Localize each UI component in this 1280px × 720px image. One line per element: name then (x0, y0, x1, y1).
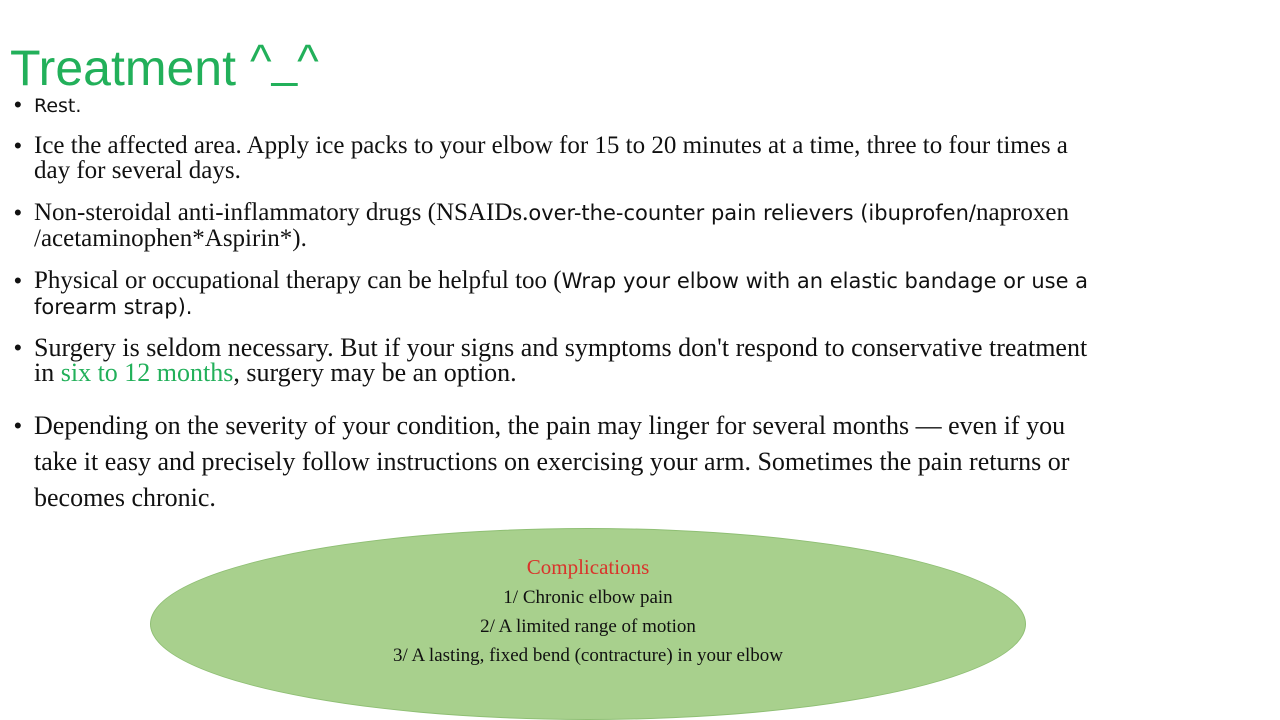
bullet-therapy-part2: Wrap your elbow with an elastic bandage or use a forearm strap). (34, 269, 1089, 319)
complications-title: Complications (526, 555, 650, 579)
title-emote: ^_^ (250, 35, 319, 87)
bullet-prognosis (14, 408, 1104, 516)
complication-item: 1/ Chronic elbow pain (503, 587, 673, 608)
bullet-nsaids-part2: over-the-counter pain relievers (ibuprofen/ (528, 201, 976, 225)
complication-item: 3/ A lasting, fixed bend (contracture) in your elbow (393, 645, 783, 666)
bullet-surgery-part1: Surgery is seldom necessary. But if your signs and symptoms don't respond to conservative treatment in (34, 333, 1088, 387)
bullet-therapy (14, 268, 1104, 320)
bullet-rest-text: Rest. (34, 95, 82, 117)
bullet-prognosis-text: Depending on the severity of your condition, the pain may linger for several months — even if you take it easy and precisely follow instructions on exercising your arm. Sometimes the pain returns or becomes chronic. (34, 411, 1070, 512)
complication-item: 2/ A limited range of motion (480, 616, 696, 637)
slide-title (10, 35, 319, 99)
complications-oval (150, 528, 1026, 720)
title-text: Treatment (10, 40, 237, 96)
bullet-ice-text: Ice the affected area. Apply ice packs to your elbow for 15 to 20 minutes at a time, three to four times a day for several days. (34, 132, 1068, 184)
bullet-ice (14, 133, 1104, 183)
bullet-nsaids (14, 200, 1104, 251)
bullet-rest (14, 92, 1104, 119)
bullet-surgery-part2: , surgery may be an option. (233, 358, 517, 387)
bullet-therapy-part1: Physical or occupational therapy can be helpful too ( (34, 267, 562, 294)
bullet-nsaids-part1: Non-steroidal anti-inflammatory drugs (NSAIDs. (34, 199, 529, 226)
bullet-nsaids-part3: naproxen /acetaminophen*Aspirin*). (34, 199, 1069, 252)
bullet-surgery-highlight: six to 12 months (60, 358, 234, 387)
bullet-surgery (14, 335, 1104, 385)
